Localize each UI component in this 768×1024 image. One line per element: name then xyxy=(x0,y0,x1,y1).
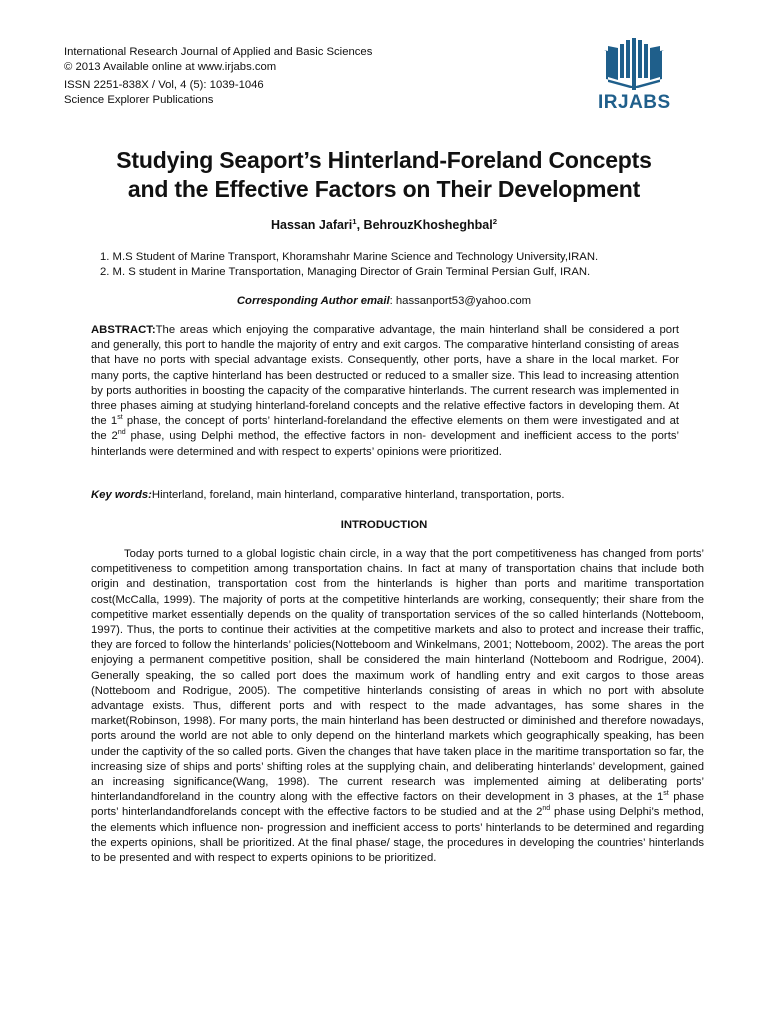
abstract-label: ABSTRACT: xyxy=(91,324,156,336)
abstract-text: The areas which enjoying the comparative advantage, the main hinterland shall be considered a port and generally, this port to handle the majority of entry and exit cargos. The comparative hinterland consisting of areas that have no ports with special advantage exists. Consequently, other ports, have a share in the local market. For many ports, the captive hinterland has been destructed or reduced to a smaller size. This lead to increasing attention by ports authorities in boosting the capacity of the comparative hinterlands. The current research was implemented in three phases aiming at studying hinterland-foreland concepts and the relative effective factors in developing them. At the 1 xyxy=(91,324,679,428)
issn-line: ISSN 2251-838X / Vol, 4 (5): 1039-1046 xyxy=(64,79,264,91)
journal-name: International Research Journal of Applied and Basic Sciences xyxy=(64,46,373,58)
affiliation-marker: 2 xyxy=(492,216,498,226)
corresponding-label: Corresponding Author email xyxy=(236,295,390,307)
author-separator: , xyxy=(356,218,364,232)
corresponding-email: : hassanport53@yahoo.com xyxy=(389,295,532,307)
ordinal-suffix: st xyxy=(117,414,123,422)
keywords xyxy=(91,489,691,501)
title-line-2: and the Effective Factors on Their Development xyxy=(127,176,641,202)
affiliation-1: 1. M.S Student of Marine Transport, Khoramshahr Marine Science and Technology University,IRAN. xyxy=(100,251,599,263)
journal-header xyxy=(64,45,372,108)
affiliation-marker: 1 xyxy=(352,216,357,226)
affiliations xyxy=(100,250,700,280)
author-name: Hassan Jafari xyxy=(270,218,353,232)
author-list xyxy=(40,218,728,232)
logo-text: IRJABS xyxy=(598,92,671,113)
open-book-icon xyxy=(598,30,670,92)
ordinal-suffix: nd xyxy=(542,805,551,813)
abstract xyxy=(91,323,679,460)
paper-title xyxy=(40,146,728,204)
intro-text: Today ports turned to a global logistic chain circle, in a way that the port competitiveness has changed from ports’ competitiveness to competition among transportation chains. In fact at many of transportation chains that include both origin and destination, transportation cost from the hinterlands is higher than ports and maritime transportation cost(McCalla, 1999). The majority of ports at the competitive hinterlands are working, consequently; their share from the competitive market essentially depends on the quality of transportation services of the so called hinterlands (Notteboom, 1997). Thus, the ports to continue their activities at the competitive markets and also to protect and increase their traffic, they are forced to follow the hinterlands’ policies(Notteboom and Winkelmans, 2001; Notteboom, 2002). The areas the port enjoying a permanent competitive position, shall be considered the main hinterland (Notteboom and Rodrigue, 2004). Generally speaking, the so called port does the maximum work of handling entry and exit cargos to those areas (Notteboom and Rodrigue, 2005). The competitive hinterlands consisting of areas in which no port with absolute advantage exists. Thus, different ports and with respect to the made advantages, has some shares in the market(Robinson, 1998). For many ports, the main hinterland has been destructed or diminished and therefore nowadays, ports around the world are not able to only depend on the hinterland markets which geographically speaking, has been under the captivity of the so called ports. Given the changes that have taken place in the maritime transportation so far, the increasing size of ships and ports’ shifting roles at the supplying chain, and deliberating hinterlands’ development, gained an increasing significance(Wang, 1998). The current research was implemented aiming at deliberating ports’ hinterlandandforeland in the country along with the effective factors on their development in 3 phases, at the 1 xyxy=(91,548,704,804)
copyright-line: © 2013 Available online at www.irjabs.com xyxy=(64,61,277,73)
publisher-line: Science Explorer Publications xyxy=(64,94,214,106)
author-name: BehrouzKhosheghbal xyxy=(363,218,493,232)
introduction-paragraph xyxy=(91,547,704,866)
section-heading-introduction: INTRODUCTION xyxy=(340,519,428,531)
intro-text: phase ports’ hinterlandandforelands concept with the effective factors to be studied and at the 2 xyxy=(91,791,705,819)
intro-text: phase using Delphi’s method, the elements which influence non- progression and inefficient access to ports’ hinterlands to be determined and regarding the experts opinions, shall be prioritized. At the final phase/ stage, the procedures in developing the countries’ hinterlands to be presented and with respect to experts opinions to be prioritized. xyxy=(91,806,705,865)
abstract-text: phase, the concept of ports’ hinterland-forelandand the effective elements on them were investigated and at the 2 xyxy=(91,415,679,443)
affiliation-2: 2. M. S student in Marine Transportation, Managing Director of Grain Terminal Persian Gulf, IRAN. xyxy=(100,266,591,278)
keywords-label: Key words: xyxy=(91,489,152,501)
ordinal-suffix: nd xyxy=(117,429,126,437)
title-line-1: Studying Seaport’s Hinterland-Foreland Concepts xyxy=(116,147,652,173)
keywords-list: Hinterland, foreland, main hinterland, comparative hinterland, transportation, ports. xyxy=(151,489,565,501)
abstract-text: phase, using Delphi method, the effective factors in non- development and inefficient access to the ports’ hinterlands were determined and with respect to experts’ opinions were prioritized. xyxy=(91,430,679,458)
corresponding-author xyxy=(40,295,728,307)
journal-logo xyxy=(598,30,670,116)
ordinal-suffix: st xyxy=(663,790,669,798)
